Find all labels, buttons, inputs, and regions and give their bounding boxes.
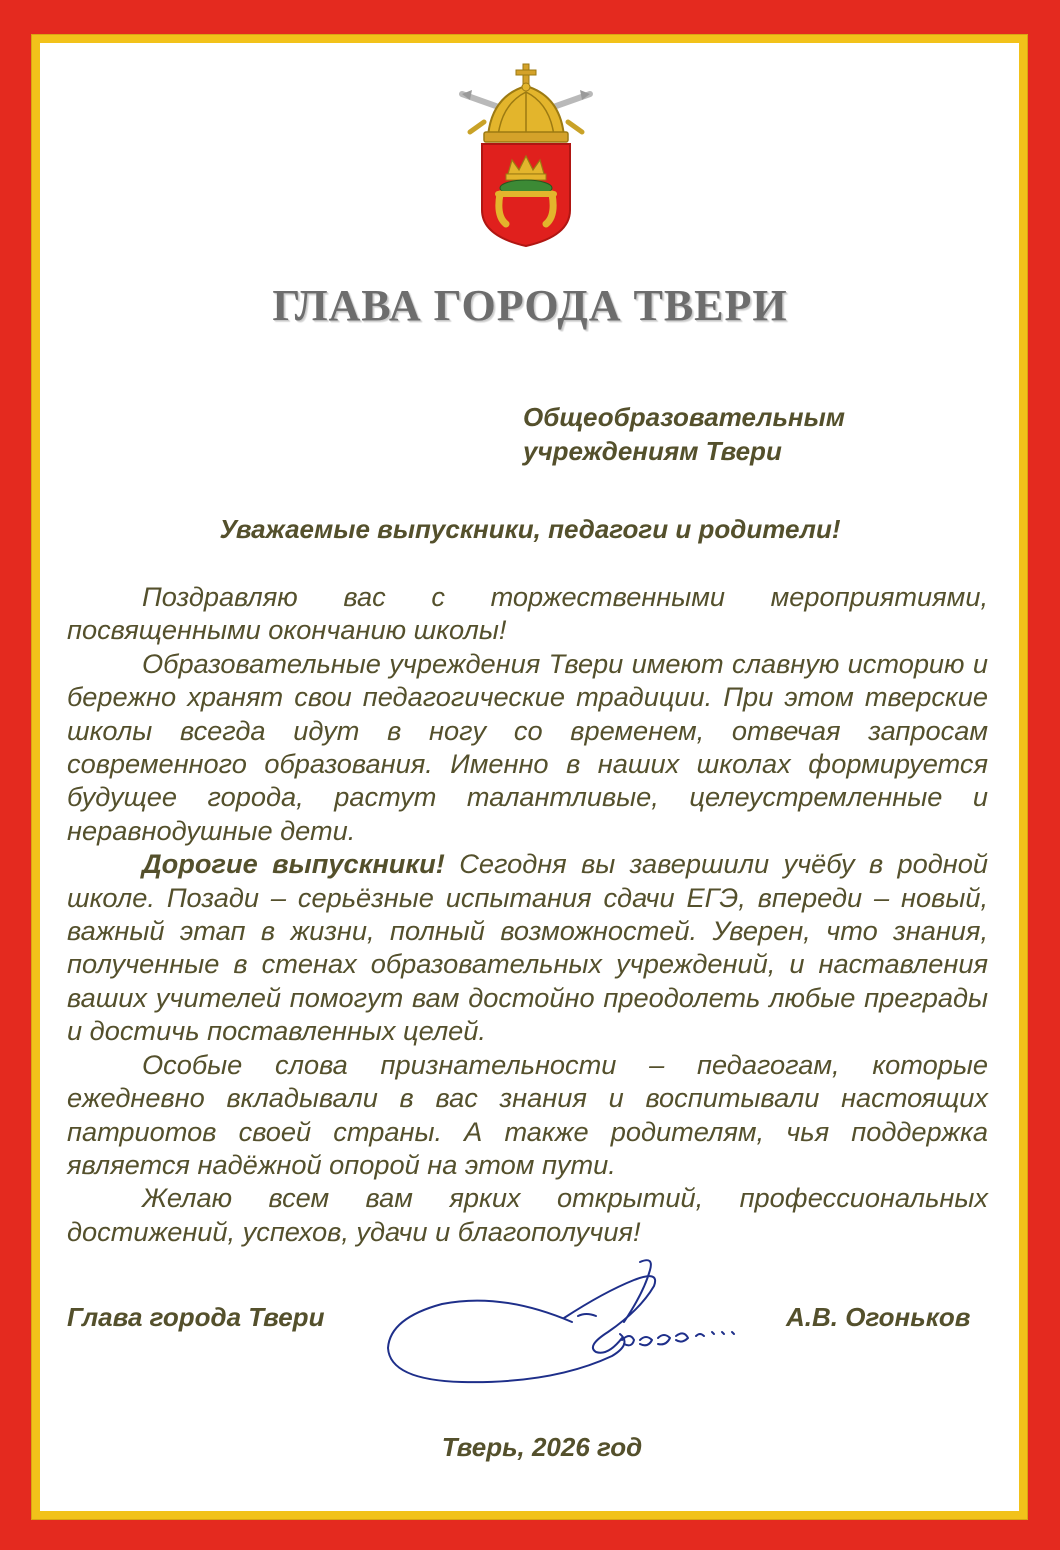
addressee-line2: учреждениям Твери [523, 436, 782, 466]
greeting: Уважаемые выпускники, педагоги и родители! [219, 514, 841, 544]
paragraph-5: Желаю всем вам ярких открытий, профессиональных достижений, успехов, удачи и благополучия! [67, 1182, 988, 1247]
paragraph-1: Поздравляю вас с торжественными мероприятиями, посвященными окончанию школы! [67, 581, 988, 646]
place-date: Тверь, 2026 год [441, 1432, 643, 1462]
signer-title: Глава города Твери [67, 1302, 325, 1332]
letter-body [67, 580, 988, 1248]
paragraph-3 [67, 847, 988, 1047]
addressee-line1: Общеобразовательным [523, 402, 846, 432]
paragraph-3-text: Сегодня вы завершили учёбу в родной школе. Позади – серьёзные испытания сдачи ЕГЭ, впереди – новый, важный этап в жизни, полный возможностей. Уверен, что знания, полученные в стенах образовательных учреждений, и наставления ваших учителей помогут вам достойно преодолеть любые преграды и достичь поставленных целей. [67, 848, 989, 1047]
handwritten-signature [382, 1252, 762, 1390]
paragraph-4: Особые слова признательности – педагогам, которые ежедневно вкладывали в вас знания и воспитывали настоящих патриотов своей страны. А также родителям, чья поддержка является надёжной опорой на этом пути. [67, 1048, 988, 1180]
paragraph-3-lead: Дорогие выпускники! [142, 848, 445, 880]
tver-coat-of-arms-icon [458, 60, 594, 250]
addressee [523, 400, 943, 468]
paragraph-2: Образовательные учреждения Твери имеют славную историю и бережно хранят свои педагогические традиции. При этом тверские школы всегда идут в ногу со временем, отвечая запросам современного образования. Именно в наших школах формируется будущее города, растут талантливые, целеустремленные и неравнодушные дети. [67, 647, 988, 846]
signer-name: А.В. Огоньков [786, 1302, 971, 1332]
letter-heading: ГЛАВА ГОРОДА ТВЕРИ [272, 281, 788, 330]
